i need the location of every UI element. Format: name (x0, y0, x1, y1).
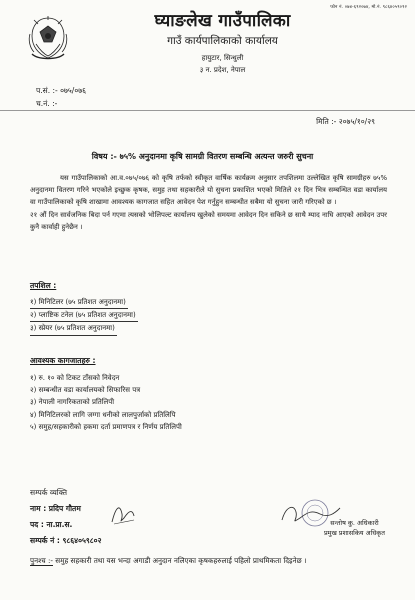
postscript (30, 554, 385, 567)
body-paragraph: २१ औं दिन सार्वजनिक बिदा पर्न गएमा त्यसको भोलिपल्ट कार्यालय खुलेको समयमा आवेदन दिन सकिने छ साथै म्याद नाघि आएको आवेदन उपर कुनै कार्वाही हुनेछैन । (30, 210, 387, 231)
list-item: १) रु. १० को टिकट टाँसको निवेदन (30, 374, 120, 382)
contact-name: नाम : प्रदिप गौतम (30, 504, 81, 513)
phone-number: फोन नं. ०७४-६९२०७४, मो.नं. ९८६४०५९०९२ (330, 5, 407, 10)
signatory-name: सन्तोष कु. अधिकारी (330, 519, 379, 527)
signatory-block (324, 518, 385, 538)
header-divider (0, 110, 415, 111)
documents-list (30, 372, 182, 433)
contact-signature (108, 500, 138, 528)
office-address: हायुटार, सिन्धुली (201, 54, 244, 62)
list-item: ३) स्प्रेयर (७५ प्रतिशत अनुदानमा) (30, 322, 117, 335)
contact-post: पद : ना.प्रा.स. (30, 520, 73, 529)
details-heading: तपशिल : (30, 281, 57, 290)
list-item: १) मिनिटिलर (७५ प्रतिशत अनुदानमा) (30, 296, 128, 309)
letter-subject: विषय :- ७५% अनुदानमा कृषि सामग्री वितरण सम्बन्धि अत्यन्त जरुरी सुचना (91, 152, 314, 161)
postscript-text: समुह सहकारी तथा यस भन्दा अगाडी अनुदान नलिएका कृषकहरुलाई पहिलो प्राथमिकता दिइनेछ । (55, 556, 307, 565)
list-item: ४) मिनिटिलरको लागि जग्गा धनीको लालपुर्जाको प्रतिलिपि (30, 410, 176, 419)
reference-number: प.सं. :- ०७५/०७६ (36, 86, 87, 95)
contact-number: सम्पर्क नं : ९८६४०५९८०२ (30, 536, 102, 545)
dispatch-number: च.नं. :- (36, 99, 58, 108)
details-list (30, 296, 138, 336)
letter-date: मिति :- २०७५/१०/२९ (316, 117, 375, 126)
list-item: ५) समुह/सहकारीको हकमा दर्ता प्रमाणपत्र र निर्णय प्रतिलिपी (30, 422, 182, 431)
contact-heading: सम्पर्क व्यक्ति (30, 488, 68, 497)
nepal-emblem-logo (24, 14, 72, 64)
list-item: २) सम्बन्धीत वडा कार्यालयको सिफारिस पत्र (30, 386, 141, 395)
signatory-title: प्रमुख प्रशासकिय अधिकृत (323, 529, 385, 537)
office-subtitle: गाउँ कार्यपालिकाको कार्यालय (167, 35, 278, 47)
postscript-label: पुनश्च :- (30, 556, 53, 565)
office-province: ३ न. प्रदेश, नेपाल (199, 66, 246, 74)
documents-heading: आवश्यक कागजातहरु : (30, 356, 96, 365)
office-name: घ्याङलेख गाउँपालिका (154, 11, 291, 31)
letter-body (30, 172, 387, 233)
body-paragraph: यस गाउँपालिकाको आ.व.०७५/०७६ को कृषि तर्फको स्वीकृत वार्षिक कार्यक्रम अनुसार तपशिलमा उल्लेखित कृषि सामग्रीहरु ७५% अनुदानमा वितरण गरिने भएकोले इच्छुक कृषक, समुह तथा सहकारीले यो सुचना प्रकाशित भएको मितिले २१ दिन भित्र सम्बन्धित वडा कार्यालय वा गाउँपालिकाको कृषि शाखामा आवश्यक कागजात सहित आवेदन पेश गर्नुहुन सम्बन्धीत सबैमा यो सुचना जारी गरिएको छ । (30, 174, 387, 207)
list-item: ३) नेपाली नागरिकताको प्रतिलिपी (30, 398, 115, 407)
list-item: २) प्लाष्टिक टनेल (७५ प्रतिशत अनुदानमा) (30, 309, 138, 322)
